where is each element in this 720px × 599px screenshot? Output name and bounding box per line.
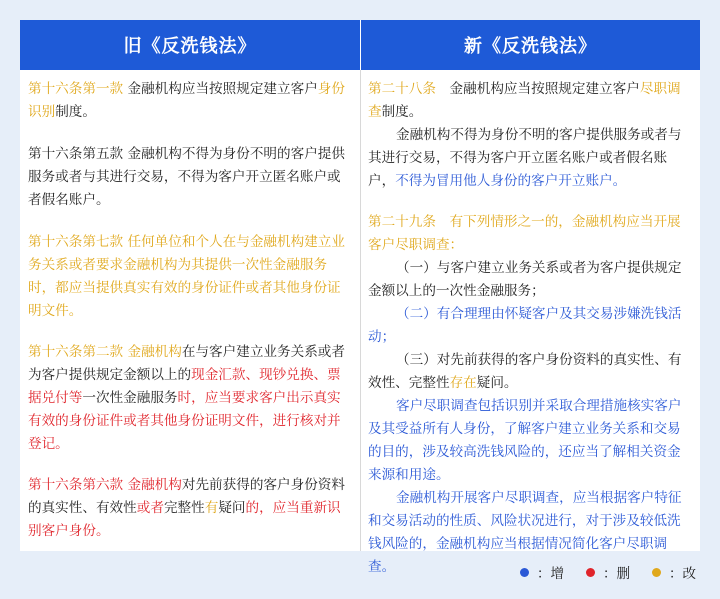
new-art29-cdd-scope: 客户尽职调查包括识别并采取合理措施核实客户及其受益所有人身份，了解客户建立业务关系和交易的目的，涉及较高洗钱风险的，还应当了解相关资金来源和用途。 <box>368 398 682 483</box>
old-law-header: 旧《反洗钱法》 <box>20 20 360 70</box>
new-art29-cdd-risk: 金融机构开展客户尽职调查，应当根据客户特征和交易活动的性质、风险状况进行，对于涉及较低洗钱风险的，金融机构应当根据情况简化客户尽职调查。 <box>368 490 682 575</box>
old-art16-para7: 第十六条第七款 任何单位和个人在与金融机构建立业务关系或者要求金融机构为其提供一次性金融服务时，都应当提供真实有效的身份证件或者其他身份证明文件。 <box>28 234 345 319</box>
new-art29-item2: （二）有合理理由怀疑客户及其交易涉嫌洗钱活动； <box>368 306 682 345</box>
color-legend <box>520 562 720 582</box>
legend-delete: ：删 <box>586 562 630 582</box>
new-art29-heading: 第二十九条 有下列情形之一的，金融机构应当开展客户尽职调查： <box>368 214 681 253</box>
old-art16-para1: 第十六条第一款 金融机构应当按照规定建立客户身份识别制度。 <box>28 81 345 120</box>
red-dot-icon <box>586 568 595 577</box>
new-art28-para2: 金融机构不得为身份不明的客户提供服务或者与其进行交易，不得为客户开立匿名账户或者假名账户，不得为冒用他人身份的客户开立账户。 <box>368 127 682 189</box>
legend-add: ：增 <box>520 562 564 582</box>
new-art28-para1: 第二十八条 金融机构应当按照规定建立客户尽职调查制度。 <box>368 81 681 120</box>
new-law-column <box>368 78 694 579</box>
yellow-dot-icon <box>652 568 661 577</box>
comparison-card <box>20 20 700 575</box>
old-law-column <box>28 78 354 543</box>
column-divider <box>360 70 361 551</box>
new-art29-item1: （一）与客户建立业务关系或者为客户提供规定金额以上的一次性金融服务； <box>368 260 682 299</box>
legend-modify: ：改 <box>652 562 696 582</box>
old-art16-para2: 第十六条第二款 金融机构在与客户建立业务关系或者为客户提供规定金额以上的现金汇款、现钞兑换、票据兑付等一次性金融服务时，应当要求客户出示真实有效的身份证件或者其他身份证明文件，进行核对并登记。 <box>28 344 345 452</box>
old-art16-para6: 第十六条第六款 金融机构对先前获得的客户身份资料的真实性、有效性或者完整性有疑问的，应当重新识别客户身份。 <box>28 477 345 539</box>
blue-dot-icon <box>520 568 529 577</box>
new-art29-item3: （三）对先前获得的客户身份资料的真实性、有效性、完整性存在疑问。 <box>368 352 682 391</box>
old-art16-para5: 第十六条第五款 金融机构不得为身份不明的客户提供服务或者与其进行交易，不得为客户开立匿名账户或者假名账户。 <box>28 146 345 208</box>
new-law-header: 新《反洗钱法》 <box>361 20 700 70</box>
